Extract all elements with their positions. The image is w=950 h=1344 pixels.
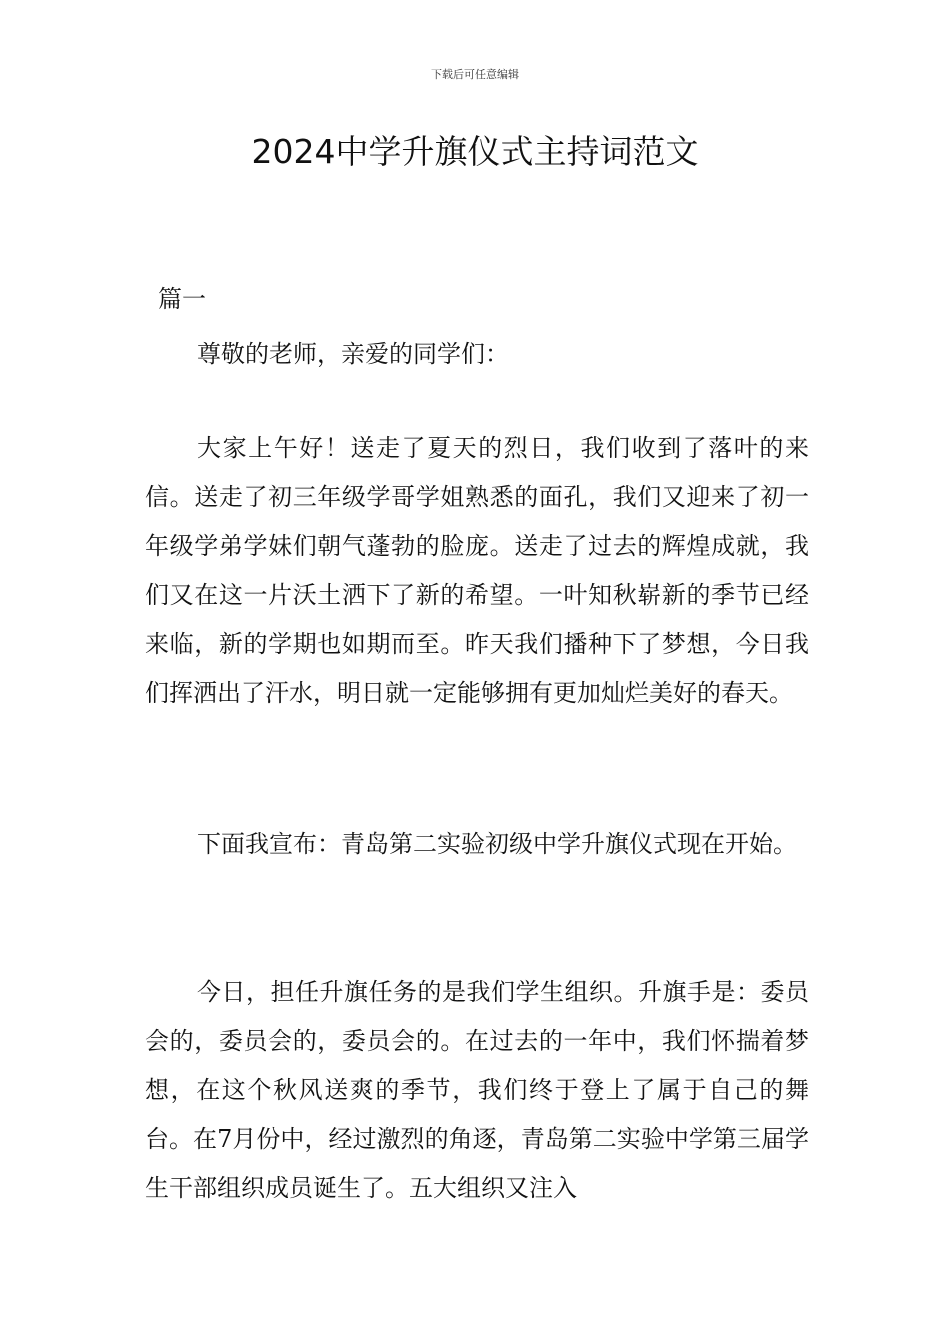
body-paragraph-2: 下面我宣布：青岛第二实验初级中学升旗仪式现在开始。 (197, 830, 797, 858)
section-heading: 篇一 (158, 285, 206, 313)
greeting-paragraph: 尊敬的老师，亲爱的同学们： (197, 340, 509, 368)
page-header-note: 下载后可任意编辑 (431, 68, 519, 81)
body-paragraph-3: 今日，担任升旗任务的是我们学生组织。升旗手是：委员会的，委员会的，委员会的。在过去的一年中，我们怀揣着梦想，在这个秋风送爽的季节，我们终于登上了属于自己的舞台。在7月份中，经过激烈的角逐，青岛第二实验中学第三届学生干部组织成员诞生了。五大组织又注入 (145, 978, 809, 1202)
body-paragraph-1: 大家上午好！送走了夏天的烈日，我们收到了落叶的来信。送走了初三年级学哥学姐熟悉的面孔，我们又迎来了初一年级学弟学妹们朝气蓬勃的脸庞。送走了过去的辉煌成就，我们又在这一片沃土洒下了新的希望。一叶知秋崭新的季节已经来临，新的学期也如期而至。昨天我们播种下了梦想，今日我们挥洒出了汗水，明日就一定能够拥有更加灿烂美好的春天。 (145, 434, 809, 707)
document-title: 2024中学升旗仪式主持词范文 (251, 132, 699, 171)
